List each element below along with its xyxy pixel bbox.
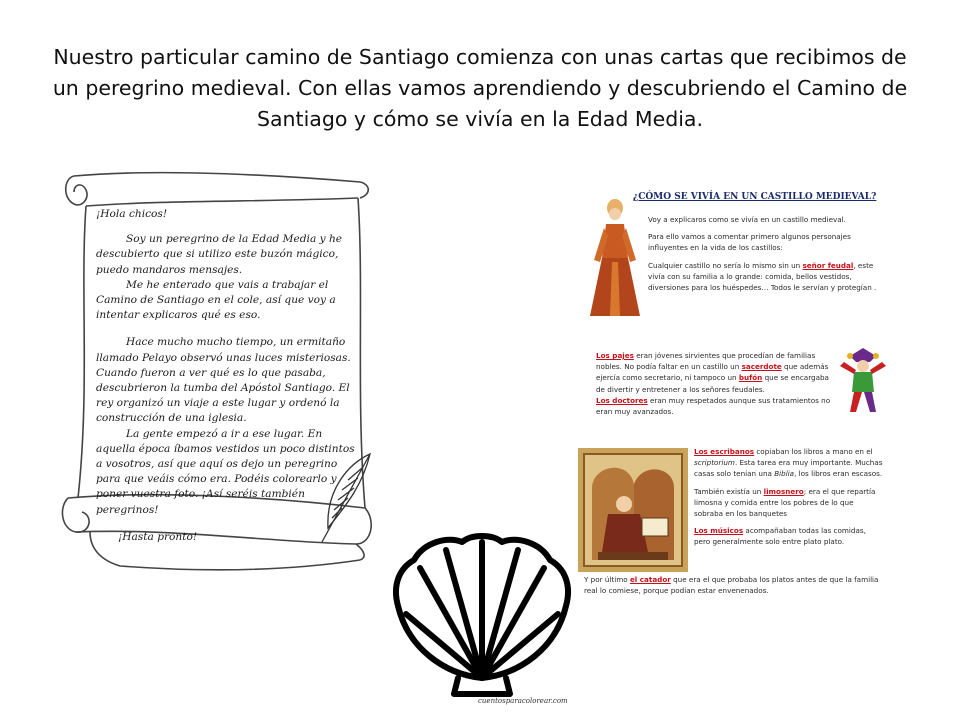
feudal-lord-paragraph: Cualquier castillo no sería lo mismo sin un señor feudal, este vivía con su familia a lo grande: comida, bellos vestidos, diversiones para los huéspedes… Todos le servían y protegían . [648,260,877,293]
taster-block [584,574,884,602]
taster-paragraph: Y por último el catador que era el que probaba los platos antes de que la familia real lo comiese, porque podían estar envenenados. [584,575,879,596]
scallop-shell-icon [384,528,580,698]
castle-intro-line-1: Voy a explicaros como se vivía en un castillo medieval. [648,215,846,224]
castle-intro-line-2: Para ello vamos a comentar primero algunos personajes influyentes en la vida de los castillos: [648,232,851,253]
medieval-lady-illustration [588,198,642,320]
letter-body [96,207,356,545]
almoner-paragraph: También existía un limosnero; era el que repartía limosna y comida entre los pobres de lo que sobraba en los banquetes [694,486,876,519]
image-credit: cuentosparacolorear.com [478,697,568,705]
scribes-paragraph: Los escribanos copiaban los libros a mano en el scriptorium. Esta tarea era muy importante. Muchas casas solo tenían una Biblia, los libros eran escasos. [694,447,883,479]
letter-paragraph-3: Hace mucho mucho tiempo, un ermitaño llamado Pelayo observó unas luces misteriosas. Cuando fueron a ver qué es lo que pasaba, descubrieron la tumba del Apóstol Santiago. El rey organizó un viaje a este lugar y ordenó la construcción de una iglesia. [96,336,351,425]
intro-text: Nuestro particular camino de Santiago comienza con unas cartas que recibimos de un peregrino medieval. Con ellas vamos aprendiendo y descubriendo el Camino de Santiago y cómo se vivía en la Edad Media. [52,45,908,131]
letter-closing: ¡Hasta pronto! [118,530,198,543]
letter-paragraph-4: La gente empezó a ir a ese lugar. En aquella época íbamos vestidos un poco distintos a vosotros, así que aquí os dejo un peregrino para que veáis cómo era. Podéis colorearlo y poner vuestra foto. ¡Así seréis también peregrinos! [96,427,355,516]
letter-paragraph-2: Me he enterado que vais a trabajar el Camino de Santiago en el cole, así que voy a intentar explicaros qué es eso. [96,278,336,322]
doctors-paragraph: Los doctores eran muy respetados aunque sus tratamientos no eran muy avanzados. [596,395,831,417]
feudal-lord-term: señor feudal [802,260,854,270]
quill-feather-icon [318,450,378,545]
document-title: ¿CÓMO SE VIVÍA EN UN CASTILLO MEDIEVAL? [633,192,877,202]
jester-illustration [836,344,890,416]
scribe-manuscript-illustration [578,448,688,572]
servants-block [596,350,832,423]
pages-paragraph: Los pajes eran jóvenes sirvientes que procedían de familias nobles. No podía faltar en un castillo un sacerdote que además ejercía como secretario, ni tampoco un bufón que se encargaba de divertir y entretener a los señores feudales. [596,351,829,394]
scribes-block [694,446,884,554]
castle-intro [648,214,880,299]
letter-greeting: ¡Hola chicos! [96,208,168,220]
letter-paragraph-1: Soy un peregrino de la Edad Media y he descubierto que si utilizo este buzón mágico, puedo mandaros mensajes. [96,233,343,276]
musicians-paragraph: Los músicos acompañaban todas las comidas, pero generalmente solo entre plato plato. [694,526,866,547]
